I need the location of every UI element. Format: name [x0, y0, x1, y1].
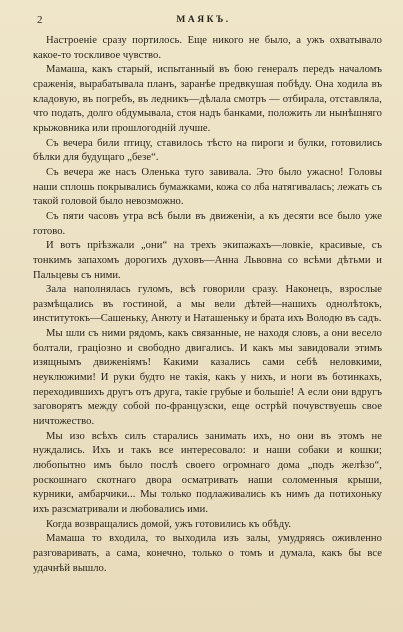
paragraph: Мы изо всѣхъ силъ старались занимать ихъ, но они въ этомъ не нуждались. Ихъ и такъ все интересовало: и наши собаки и кошки; любопытно имъ было послѣ своего огромнаго дома „подъ желѣзо“, роскошнаго скотнаго двора осматривать наши соломенныя крыши, курники, амбарчики... Мы только подлаживались къ нимъ да потихоньку ихъ разсматривали и любовались ими.: [33, 430, 382, 515]
paragraph: И вотъ пріѣзжали „они“ на трехъ экипажахъ—ловкіе, красивые, съ тонкимъ запахомъ дорогихъ духовъ—Анна Львовна со всѣми дѣтьми и Пальцевы съ ними.: [33, 240, 382, 281]
paragraph: Мамаша то входила, то выходила изъ залы, умудряясь оживленно разговаривать, а сама, конечно, только о томъ и думала, какъ бы все удачнѣй вышло.: [33, 533, 382, 574]
page-body: [33, 34, 382, 576]
page-header: [23, 14, 384, 34]
page-number: 2: [37, 14, 43, 26]
paragraph: Настроеніе сразу портилось. Еще никого не было, а ужъ охватывало какое-то тоскливое чувство.: [33, 35, 382, 61]
paragraph: Съ вечера били птицу, ставилось тѣсто на пироги и булки, готовились бѣлки для будущаго „безе“.: [33, 137, 382, 164]
paragraph: Зала наполнялась гуломъ, всѣ говорили сразу. Наконецъ, взрослые размѣщались въ гостиной, а мы вели дѣтей—нашихъ однолѣтокъ, институтокъ—Сашеньку, Анюту и Наташеньку и брата ихъ Володю въ садъ.: [33, 284, 382, 325]
paragraph: Съ вечера же насъ Оленька туго завивала. Это было ужасно! Головы наши сплошь покрывались бумажками, кожа со лба натягивалась; лежать съ такой головой было невозможно.: [33, 166, 382, 208]
paragraph: Когда возвращались домой, ужъ готовились къ обѣду.: [46, 518, 292, 530]
paragraph: Мамаша, какъ старый, испытанный въ бою генералъ передъ началомъ сраженія, вырабатывала планъ, заранѣе предвкушая побѣду. Она ходила въ кладовую, въ погребъ, въ ледникъ—дѣлала смотръ — отбирала, отставляла, что подать, долго обдумывала, стоя надъ банками, положить ли нынѣшняго крыжовника или прошлогодній лучше.: [33, 64, 382, 134]
running-title: МАЯКЪ.: [176, 15, 231, 25]
paragraph: Мы шли съ ними рядомъ, какъ связанные, не находя словъ, а они весело болтали, граціозно и свободно двигались. И какъ мы завидовали этимъ изящнымъ движеніямъ! Какими казались сами себѣ неловкими, неуклюжими! И руки будто не такія, какъ у нихъ, и ноги въ ботинкахъ, переходившихъ другъ отъ друга, такіе грубые и большіе! А если они вдругъ заговорятъ между собой по-французски, еще острѣй почувствуешь свое ничтожество.: [33, 328, 382, 428]
paragraph: Съ пяти часовъ утра всѣ были въ движеніи, а къ десяти все было уже готово.: [33, 210, 382, 237]
